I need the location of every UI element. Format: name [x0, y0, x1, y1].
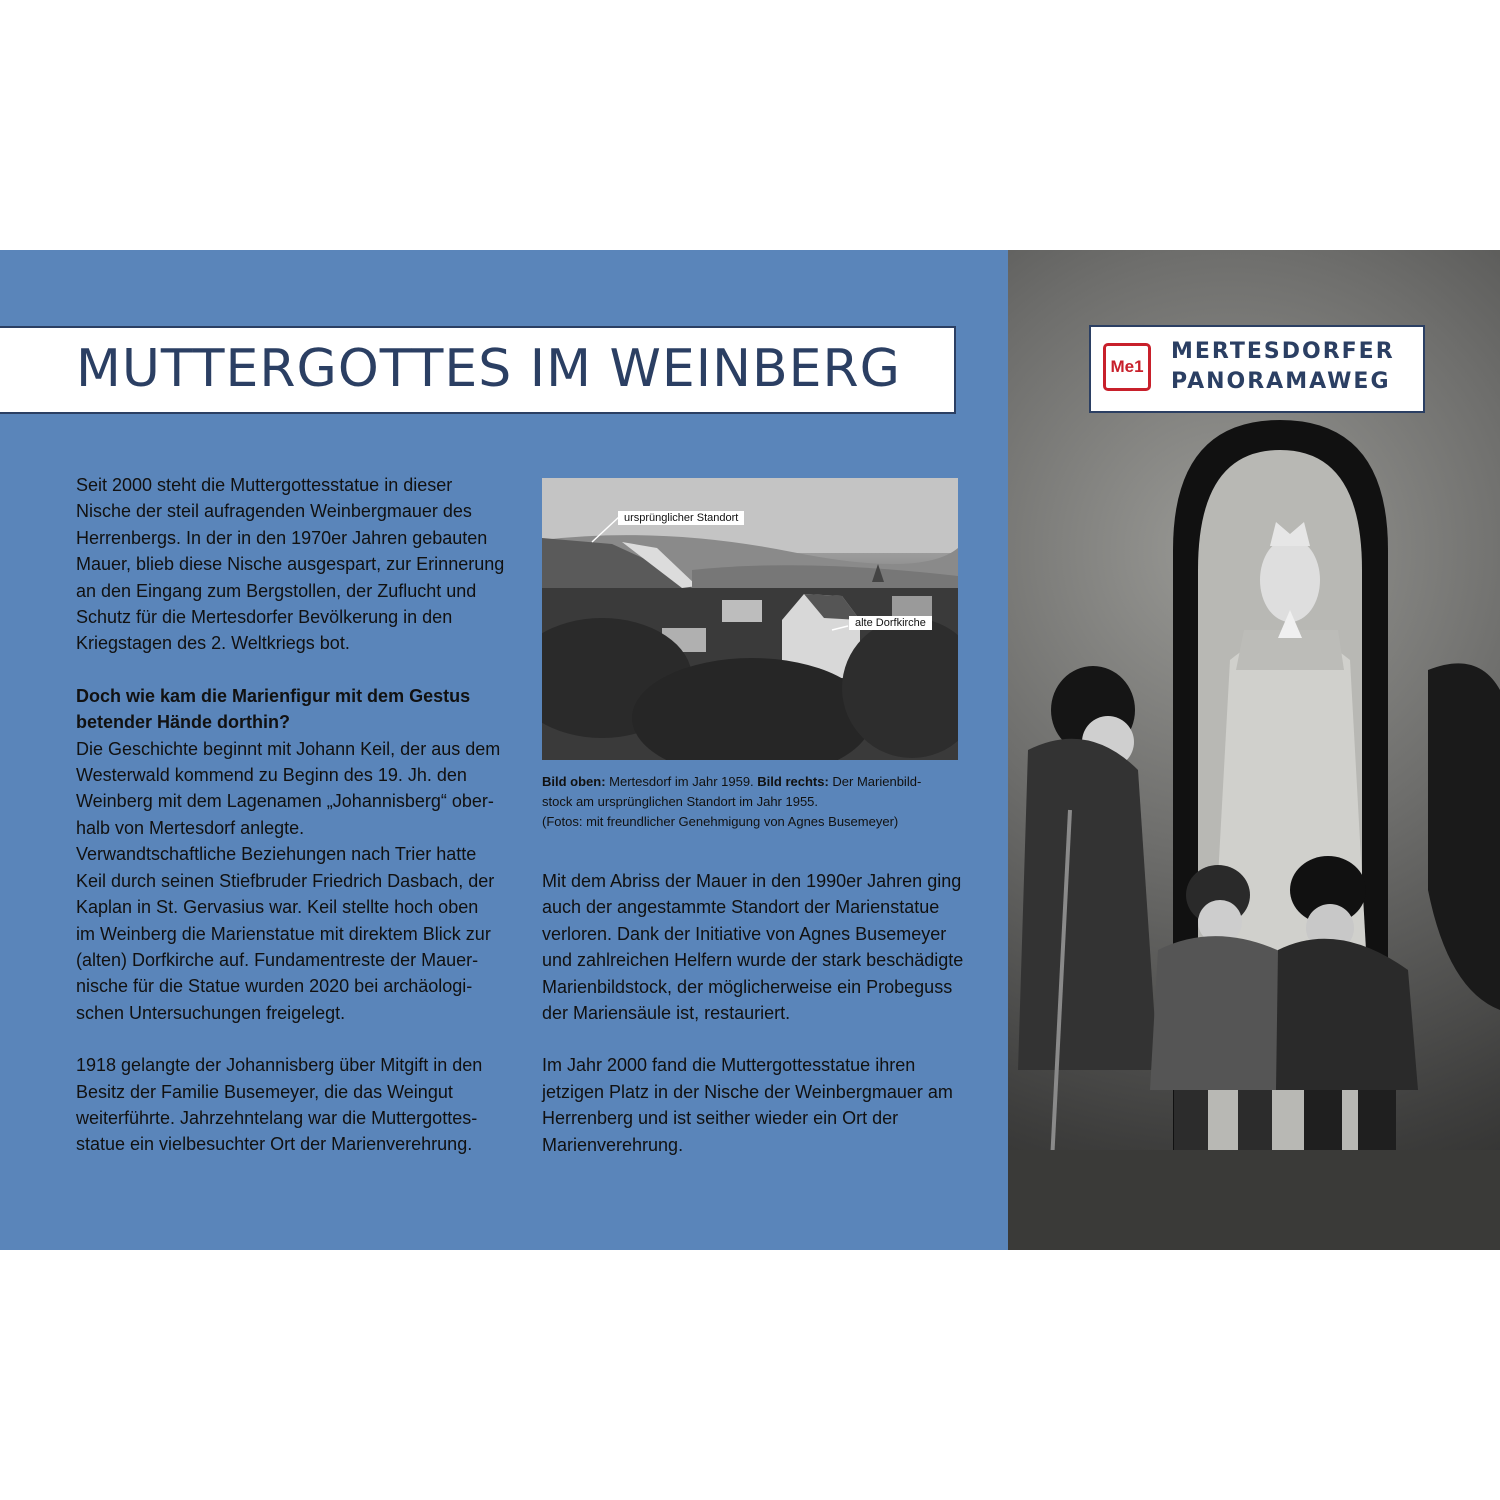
history-paragraph: Die Geschichte beginnt mit Johann Keil, der aus dem Westerwald kommend zu Beginn des 19. Jh. den Weinberg mit dem Lagenamen „Johannisberg“ ober- halb von Mertesdorf anlegte. Verwandtschaftliche Beziehungen nach Trier hatte Keil durch seinen Stiefbruder Friedrich Dasbach, der Kaplan in St. Gervasius war. Keil stellte hoch oben im Weinberg die Marienstatue mit direktem Blick zur (alten) Dorfkirche auf. Fundamentreste der Mauer- nische für die Statue wurden 2020 bei archäologi- schen Untersuchungen freigelegt. — [76, 738, 501, 1023]
caption-label-right: Bild rechts: — [757, 774, 829, 789]
busemeyer-paragraph: 1918 gelangte der Johannisberg über Mitgift in den Besitz der Familie Busemeyer, die das Weingut weiterführte. Jahrzehntelang war die Muttergottes- statue ein vielbesuchter Ort der Marienverehrung. — [76, 1055, 483, 1155]
info-panel — [0, 250, 1500, 1250]
label-old-church: alte Dorfkirche — [849, 616, 932, 630]
title-banner — [0, 326, 956, 414]
demolition-paragraph: Mit dem Abriss der Mauer in den 1990er Jahren ging auch der angestammte Standort der Marienstatue verloren. Dank der Initiative von Agnes Busemeyer und zahlreichen Helfern wurde der stark beschädigte Marienbildstock, der möglicherweise ein Probeguss der Mariensäule ist, restauriert. — [542, 871, 964, 1024]
trail-badge-text: Me1 — [1110, 357, 1144, 376]
intro-paragraph: Seit 2000 steht die Muttergottesstatue in dieser Nische der steil aufragenden Weinbergmauer des Herrenbergs. In der in den 1970er Jahren gebauten Mauer, blieb diese Nische ausgespart, zur Erinnerung an den Eingang zum Bergstollen, der Zuflucht und Schutz für die Mertesdorfer Bevölkerung in den Kriegstagen des 2. Weltkriegs bot. — [76, 475, 505, 654]
label-original-location: ursprünglicher Standort — [618, 511, 744, 525]
trail-logo — [1089, 325, 1425, 413]
caption-text-top: Mertesdorf im Jahr 1959. — [605, 774, 758, 789]
village-photo-1959 — [542, 478, 958, 760]
text-column-right — [542, 868, 982, 1184]
caption-text-right: Der Marienbild- stock am ursprünglichen Standort im Jahr 1955. (Fotos: mit freundlicher Genehmigung von Agnes Busemeyer) — [542, 774, 922, 829]
today-paragraph: Im Jahr 2000 fand die Muttergottesstatue ihren jetzigen Platz in der Nische der Weinbergmauer am Herrenberg und ist seither wieder ein Ort der Marienverehrung. — [542, 1055, 953, 1155]
text-column-left — [76, 472, 516, 1184]
trail-name-line2: PANORAMAWEG — [1171, 369, 1391, 394]
page-title: MUTTERGOTTES IM WEINBERG — [76, 339, 901, 399]
question-heading: Doch wie kam die Marienfigur mit dem Gestus betender Hände dorthin? — [76, 685, 471, 733]
trail-name-line1: MERTESDORFER — [1171, 339, 1395, 364]
photo-caption — [542, 772, 982, 832]
caption-label-top: Bild oben: — [542, 774, 606, 789]
trail-badge-icon — [1103, 343, 1151, 391]
